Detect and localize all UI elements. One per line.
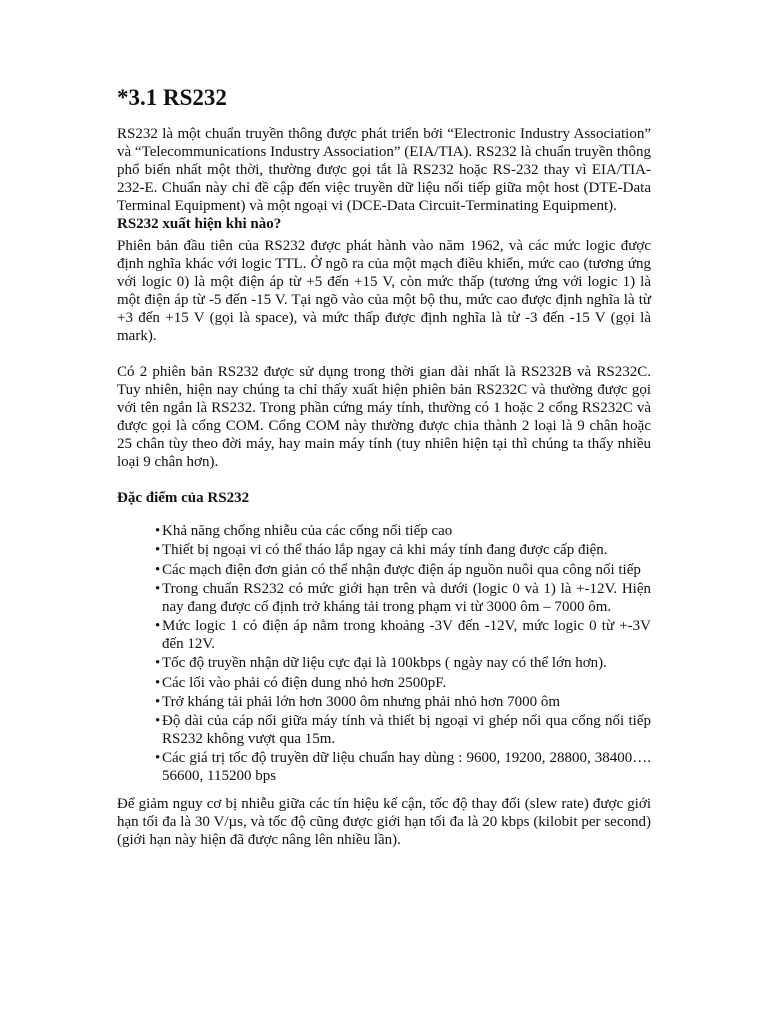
bullet-icon: • [155,674,161,691]
feature-item [155,618,651,653]
bullet-icon: • [155,713,161,730]
features-list [117,523,651,785]
feature-item [155,694,651,711]
feature-text: Trong chuẩn RS232 có mức giới hạn trên và dưới (logic 0 và 1) là +-12V. Hiện nay đang được cố định trở kháng tải trong phạm vi từ 3000 ôm – 7000 ôm. [162,581,651,615]
feature-text: Thiết bị ngoại vi có thể tháo lắp ngay cả khi máy tính đang được cấp điện. [162,542,608,559]
versions-paragraph: Có 2 phiên bản RS232 được sử dụng trong thời gian dài nhất là RS232B và RS232C. Tuy nhiên, hiện nay chúng ta chỉ thấy xuất hiện phiên bản RS232C và thường được gọi với tên ngắn là RS232. Trong phần cứng máy tính, thường có 1 hoặc 2 cổng RS232C và được gọi là cổng COM. Cổng COM này thường được chia thành 2 loại là 9 chân hoặc 25 chân tùy theo đời máy, hay main máy tính (tuy nhiên hiện tại thì chúng ta thấy nhiều loại 9 chân hơn). [117,364,651,470]
section-title: *3.1 RS232 [117,85,227,110]
feature-item [155,562,651,579]
feature-item [155,542,651,559]
bullet-icon: • [155,618,161,635]
bullet-icon: • [155,655,161,672]
feature-text: Tốc độ truyền nhận dữ liệu cực đại là 100kbps ( ngày nay có thể lớn hơn). [162,655,607,672]
history-paragraph: Phiên bản đầu tiên của RS232 được phát hành vào năm 1962, và các mức logic được định nghĩa khác với logic TTL. Ở ngõ ra của một mạch điều khiển, mức cao (tương ứng với logic 0) là một điện áp từ +5 đến +15 V, còn mức thấp (tương ứng với logic 1) là một điện áp từ -5 đến -15 V. Tại ngõ vào của một bộ thu, mức cao được định nghĩa là từ +3 đến +15 V (gọi là space), và mức thấp được định nghĩa là từ -3 đến -15 V (gọi là mark). [117,238,651,344]
feature-item [155,713,651,748]
bullet-icon: • [155,693,161,710]
feature-text: Khả năng chống nhiễu của các cổng nối tiếp cao [162,523,453,539]
bullet-icon: • [155,523,161,539]
bullet-icon: • [155,542,161,559]
bullet-icon: • [155,750,161,767]
feature-text: Độ dài của cáp nối giữa máy tính và thiết bị ngoại vi ghép nối qua cổng nối tiếp RS232 không vượt qua 15m. [162,713,651,747]
feature-text: Các mạch điện đơn giản có thể nhận được điện áp nguồn nuôi qua công nối tiếp [162,561,641,578]
heading-features: Đặc điểm của RS232 [117,490,250,506]
feature-text: Các lối vào phải có điện dung nhỏ hơn 2500pF. [162,674,447,691]
intro-paragraph: RS232 là một chuẩn truyền thông được phát triển bởi “Electronic Industry Association” và “Telecommunications Industry Association” (EIA/TIA). RS232 là chuẩn truyền thông phổ biến nhất một thời, thường được gọi tắt là RS232 hoặc RS-232 thay vì EIA/TIA-232-E. Chuẩn này chỉ đề cập đến việc truyền dữ liệu nối tiếp giữa một host (DTE-Data Terminal Equipment) và một ngoại vi (DCE-Data Circuit-Terminating Equipment). [117,126,651,214]
feature-item [155,750,651,785]
slew-rate-paragraph: Để giảm nguy cơ bị nhiễu giữa các tín hiệu kế cận, tốc độ thay đổi (slew rate) được giới hạn tối đa là 30 V/µs, và tốc độ cũng được giới hạn tối đa là 20 kbps (kilobit per second) (giới hạn này hiện đã được nâng lên nhiều lần). [117,796,651,849]
feature-text: Mức logic 1 có điện áp nằm trong khoảng -3V đến -12V, mức logic 0 từ +-3V đến 12V. [162,618,651,652]
feature-text: Trở kháng tải phải lớn hơn 3000 ôm nhưng phải nhỏ hơn 7000 ôm [162,693,561,710]
document-page [117,84,651,849]
feature-item [155,655,651,672]
bullet-icon: • [155,581,161,598]
feature-item [155,675,651,692]
heading-when-appeared: RS232 xuất hiện khi nào? [117,216,282,232]
bullet-icon: • [155,561,161,578]
feature-item [155,581,651,616]
feature-item [155,523,651,540]
feature-text: Các giá trị tốc độ truyền dữ liệu chuẩn hay dùng : 9600, 19200, 28800, 38400…. 56600, 115200 bps [162,750,651,784]
